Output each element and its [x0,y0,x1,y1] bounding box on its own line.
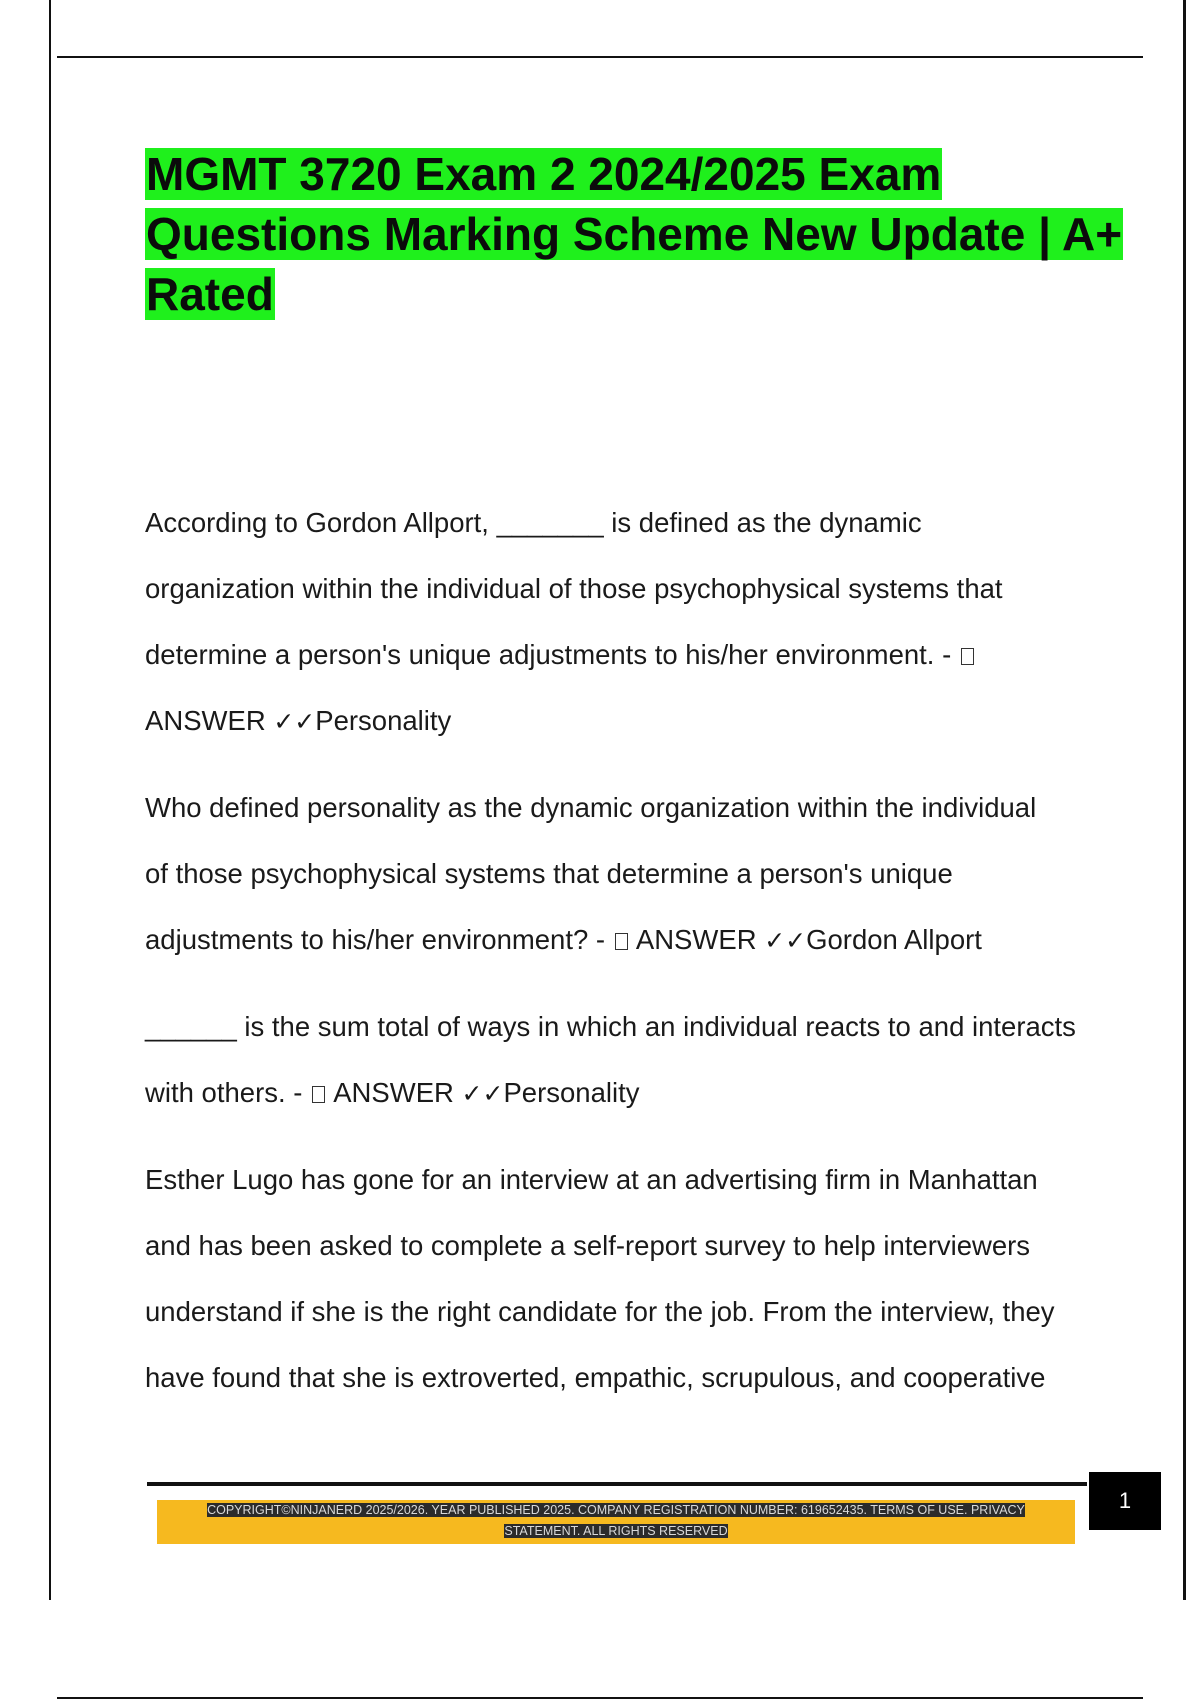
questions-body [145,490,1100,1431]
header-rule [57,56,1143,58]
answer-label: ANSWER [145,705,266,736]
question-text-line: Who defined personality as the dynamic organization within the individual [145,792,1037,823]
next-page-rule [57,1697,1143,1699]
document-title [145,144,1145,324]
question-text-segment: with others. - [145,1077,303,1108]
question-item-1 [145,490,1100,755]
answer-label: ANSWER [333,1077,454,1108]
question-text-line: organization within the individual of those psychophysical systems that [145,573,1003,604]
question-text-segment: adjustments to his/her environment? - [145,924,606,955]
question-answer-line [145,907,1100,974]
double-check-icon: ✓✓ [461,1079,504,1108]
question-text-line: According to Gordon Allport, _______ is defined as the dynamic [145,507,922,538]
question-item-3 [145,994,1100,1127]
answer-text: Gordon Allport [806,924,982,955]
page-border-right [1183,0,1186,1600]
question-answer-line [145,1060,1100,1127]
answer-text: Personality [503,1077,640,1108]
question-item-2 [145,775,1100,974]
double-check-icon: ✓✓ [764,926,807,955]
page-number: 1 [1089,1472,1161,1530]
question-text-line: have found that she is extroverted, empathic, scrupulous, and cooperative [145,1362,1046,1393]
question-text-line: ______ is the sum total of ways in which an individual reacts to and interacts [145,1011,1076,1042]
footer-rule [147,1482,1087,1486]
question-item-4 [145,1147,1100,1411]
question-text-line [145,622,1100,688]
page-border-left [49,0,51,1600]
question-text-line: and has been asked to complete a self-report survey to help interviewers [145,1230,1031,1261]
question-text-line: understand if she is the right candidate for the job. From the interview, they [145,1296,1055,1327]
missing-glyph-box-icon [615,933,628,950]
missing-glyph-box-icon [312,1086,325,1103]
question-text-segment: determine a person's unique adjustments to his/her environment. - [145,639,952,670]
document-title-highlight: MGMT 3720 Exam 2 2024/2025 Exam Questions Marking Scheme New Update | A+ Rated [146,148,1123,320]
answer-label: ANSWER [635,924,757,955]
footer-copyright-text: COPYRIGHT©NINJANERD 2025/2026. YEAR PUBLISHED 2025. COMPANY REGISTRATION NUMBER: 619652435. TERMS OF USE. PRIVACY STATEMENT. ALL RIGHTS RESERVED [207,1503,1025,1538]
question-text-line: of those psychophysical systems that determine a person's unique [145,858,953,889]
answer-text: Personality [315,705,452,736]
double-check-icon: ✓✓ [273,707,316,736]
missing-glyph-box-icon [961,648,974,665]
question-text-line: Esther Lugo has gone for an interview at an advertising firm in Manhattan [145,1164,1038,1195]
footer-copyright [170,1500,1062,1542]
answer-line [145,688,1100,755]
